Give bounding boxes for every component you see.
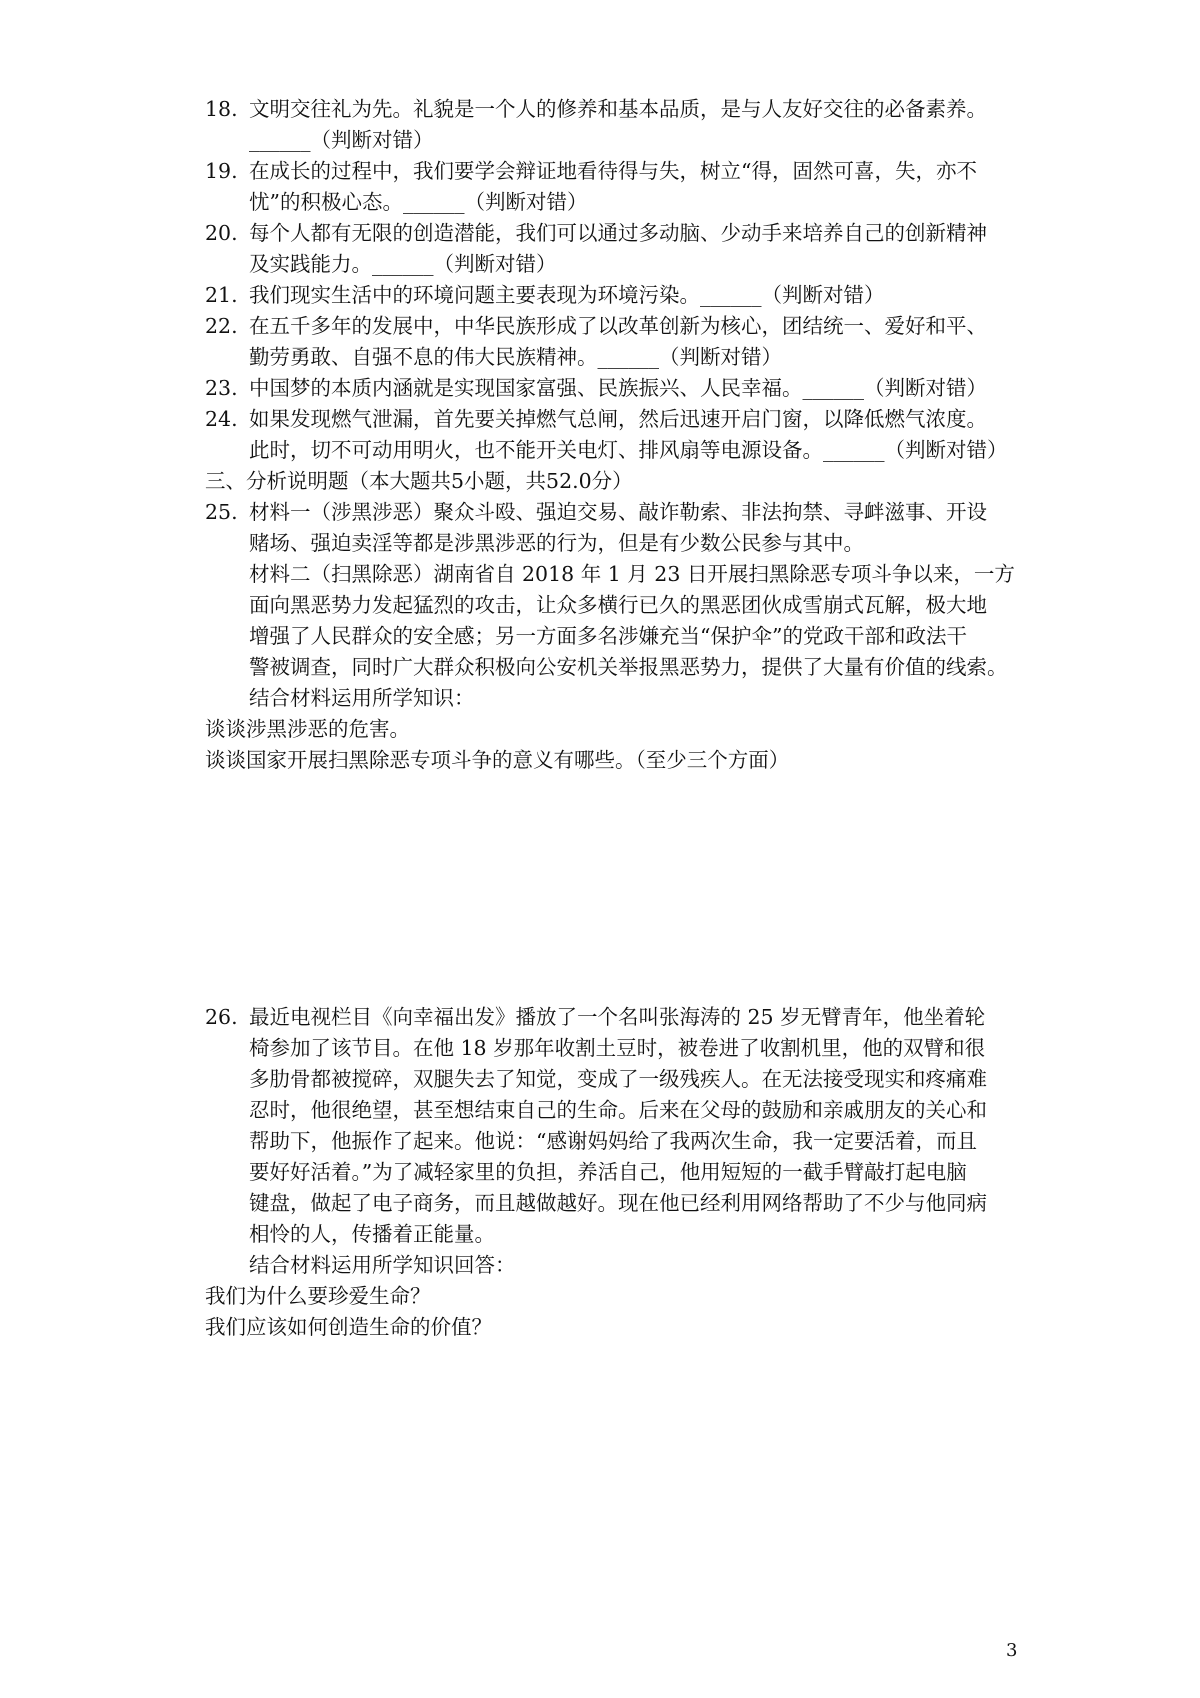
question-text-line: 我们现实生活中的环境问题主要表现为环境污染。______（判断对错） — [249, 283, 885, 307]
instruction-line: 结合材料运用所学知识回答： — [249, 1253, 516, 1277]
material-text-line: 键盘，做起了电子商务，而且越做越好。现在他已经利用网络帮助了不少与他同病 — [249, 1191, 987, 1215]
material-text-line: 椅参加了该节目。在他 18 岁那年收割土豆时，被卷进了收割机里，他的双臂和很 — [249, 1036, 986, 1060]
question-text-line: 中国梦的本质内涵就是实现国家富强、民族振兴、人民幸福。______（判断对错） — [249, 376, 987, 400]
question-text-line: 此时，切不可动用明火，也不能开关电灯、排风扇等电源设备。______（判断对错） — [249, 438, 1008, 462]
question-text-line: 勤劳勇敢、自强不息的伟大民族精神。______（判断对错） — [249, 345, 782, 369]
material-text-line: 赌场、强迫卖淫等都是涉黑涉恶的行为，但是有少数公民参与其中。 — [249, 531, 864, 555]
material-text-line: 警被调查，同时广大群众积极向公安机关举报黑恶势力，提供了大量有价值的线索。 — [249, 655, 1008, 679]
instruction-line: 结合材料运用所学知识： — [249, 686, 475, 710]
material-text-line: 相怜的人，传播着正能量。 — [249, 1222, 495, 1246]
section-heading: 三、分析说明题（本大题共5小题，共52.0分） — [205, 469, 633, 493]
material-text-line: 面向黑恶势力发起猛烈的攻击，让众多横行已久的黑恶团伙成雪崩式瓦解，极大地 — [249, 593, 987, 617]
question-22 — [205, 311, 1005, 373]
material-text-line: 材料一（涉黑涉恶）聚众斗殴、强迫交易、敲诈勒索、非法拘禁、寻衅滋事、开设 — [249, 500, 987, 524]
question-text-line: 每个人都有无限的创造潜能，我们可以通过多动脑、少动手来培养自己的创新精神 — [249, 221, 987, 245]
question-number: 19. — [205, 159, 238, 183]
question-24 — [205, 404, 1008, 466]
question-18 — [205, 94, 1005, 156]
material-text-line: 要好好活着。”为了减轻家里的负担，养活自己，他用短短的一截手臂敲打起电脑 — [249, 1160, 967, 1184]
question-number: 21. — [205, 283, 238, 307]
question-number: 18. — [205, 97, 238, 121]
question-number: 26. — [205, 1005, 238, 1029]
question-text-line: 在五千多年的发展中，中华民族形成了以改革创新为核心，团结统一、爱好和平、 — [249, 314, 987, 338]
question-26 — [205, 1002, 1005, 1281]
question-text-line: 如果发现燃气泄漏，首先要关掉燃气总闸，然后迅速开启门窗，以降低燃气浓度。 — [249, 407, 987, 431]
question-text-line: 在成长的过程中，我们要学会辩证地看待得与失，树立“得，固然可喜，失，亦不 — [249, 159, 977, 183]
question-number: 24. — [205, 407, 238, 431]
question-text-line: ______（判断对错） — [249, 128, 434, 152]
question-text-line: 文明交往礼为先。礼貌是一个人的修养和基本品质，是与人友好交往的必备素养。 — [249, 97, 987, 121]
question-25 — [205, 497, 1015, 714]
sub-question: 谈谈国家开展扫黑除恶专项斗争的意义有哪些。（至少三个方面） — [205, 748, 790, 772]
material-text-line: 忍时，他很绝望，甚至想结束自己的生命。后来在父母的鼓励和亲戚朋友的关心和 — [249, 1098, 987, 1122]
question-number: 25. — [205, 500, 238, 524]
question-number: 22. — [205, 314, 238, 338]
sub-question: 我们应该如何创造生命的价值？ — [205, 1315, 492, 1339]
sub-question: 谈谈涉黑涉恶的危害。 — [205, 717, 410, 741]
material-text-line: 增强了人民群众的安全感；另一方面多名涉嫌充当“保护伞”的党政干部和政法干 — [249, 624, 967, 648]
material-text-line: 材料二（扫黑除恶）湖南省自 2018 年 1 月 23 日开展扫黑除恶专项斗争以来，一方 — [249, 562, 1015, 586]
question-21 — [205, 280, 1005, 311]
material-text-line: 多肋骨都被搅碎，双腿失去了知觉，变成了一级残疾人。在无法接受现实和疼痛难 — [249, 1067, 987, 1091]
question-20 — [205, 218, 1005, 280]
question-23 — [205, 373, 1005, 404]
question-text-line: 及实践能力。______（判断对错） — [249, 252, 557, 276]
question-number: 20. — [205, 221, 238, 245]
question-19 — [205, 156, 1005, 218]
page-number: 3 — [1006, 1640, 1018, 1661]
question-text-line: 忧”的积极心态。______（判断对错） — [249, 190, 588, 214]
sub-question: 我们为什么要珍爱生命？ — [205, 1284, 431, 1308]
material-text-line: 最近电视栏目《向幸福出发》播放了一个名叫张海涛的 25 岁无臂青年，他坐着轮 — [249, 1005, 986, 1029]
material-text-line: 帮助下，他振作了起来。他说：“感谢妈妈给了我两次生命，我一定要活着，而且 — [249, 1129, 977, 1153]
question-number: 23. — [205, 376, 238, 400]
